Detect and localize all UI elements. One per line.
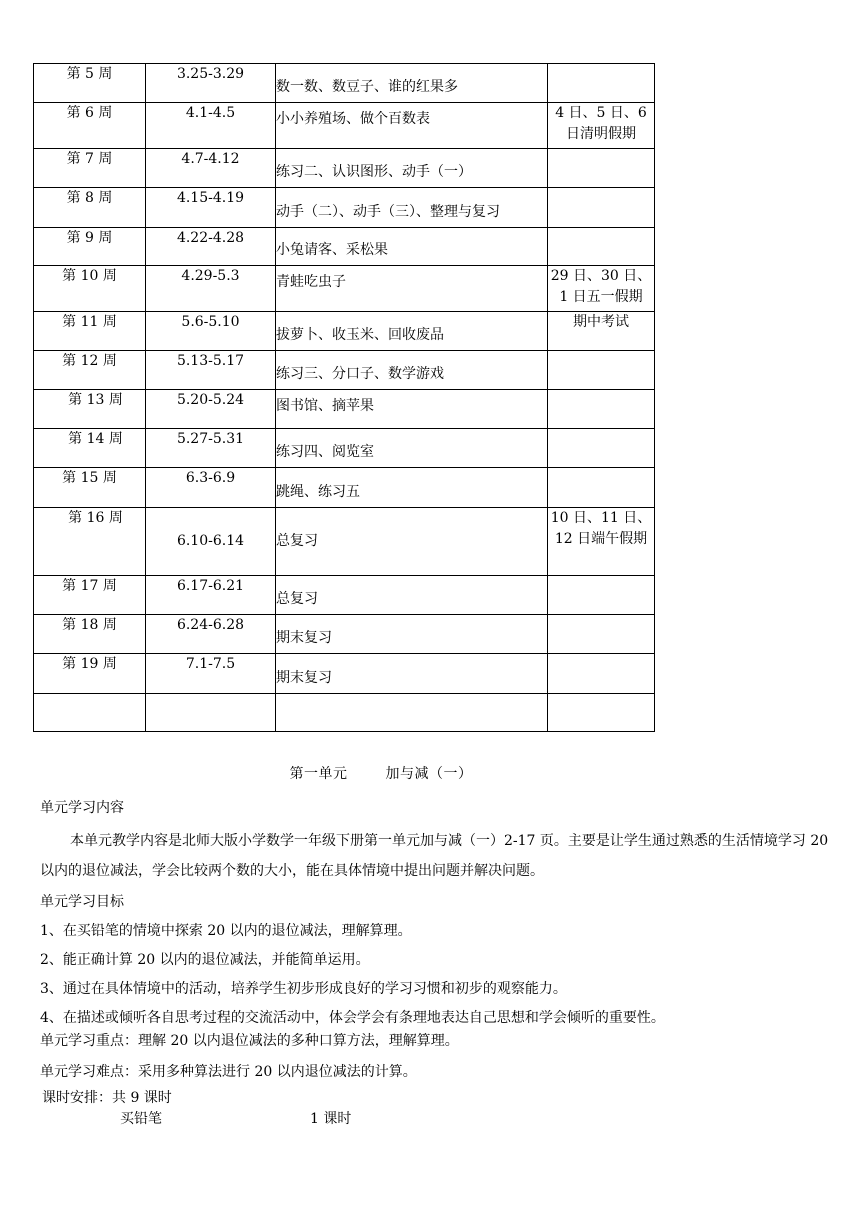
week-cell: 第 14 周 — [40, 429, 152, 468]
goal-item: 1、在买铅笔的情境中探索 20 以内的退位减法，理解算理。 — [40, 923, 412, 939]
content-cell: 总复习 — [276, 576, 548, 615]
table-row — [34, 149, 655, 188]
dates-cell: 6.24-6.28 — [146, 615, 276, 654]
note-cell — [548, 64, 655, 103]
content-cell: 练习三、分口子、数学游戏 — [276, 351, 548, 390]
goals-heading: 单元学习目标 — [40, 894, 124, 910]
unit-section — [40, 764, 840, 1128]
note-cell — [548, 228, 655, 266]
content-paragraph: 本单元教学内容是北师大版小学数学一年级下册第一单元加与减（一）2-17 页。主要是让学生通过熟悉的生活情境学习 20 以内的退位减法，学会比较两个数的大小，能在具体情境中提出问题并解决问题。 — [40, 833, 829, 879]
week-cell: 第 18 周 — [34, 615, 146, 654]
note-cell — [548, 390, 655, 429]
note-cell: 期中考试 — [548, 312, 655, 351]
note-cell — [548, 149, 655, 188]
content-cell: 练习四、阅览室 — [276, 429, 548, 468]
dates-cell: 4.29-5.3 — [146, 266, 276, 312]
week-cell: 第 13 周 — [40, 390, 152, 429]
table-row — [34, 576, 655, 615]
goal-item: 4、在描述或倾听各自思考过程的交流活动中，体会学会有条理地表达自己思想和学会倾听的重要性。 — [40, 1010, 665, 1026]
note-cell: 10 日、11 日、12 日端午假期 — [548, 508, 655, 576]
schedule-row — [40, 1108, 840, 1128]
week-cell — [34, 694, 146, 732]
content-cell: 期末复习 — [276, 615, 548, 654]
note-cell: 4 日、5 日、6 日清明假期 — [548, 103, 655, 149]
lesson-name: 买铅笔 — [120, 1111, 162, 1127]
content-cell: 拔萝卜、收玉米、回收废品 — [276, 312, 548, 351]
content-cell: 跳绳、练习五 — [276, 468, 548, 508]
schedule-list — [40, 1108, 840, 1128]
week-cell: 第 10 周 — [34, 266, 146, 312]
week-cell: 第 9 周 — [34, 228, 146, 266]
unit-title-name: 加与减（一） — [385, 766, 473, 782]
content-heading: 单元学习内容 — [40, 800, 124, 816]
key-point: 单元学习重点：理解 20 以内退位减法的多种口算方法，理解算理。 — [40, 1033, 459, 1049]
dates-cell — [146, 694, 276, 732]
content-cell: 青蛙吃虫子 — [276, 266, 548, 312]
content-cell: 期末复习 — [276, 654, 548, 694]
content-cell: 小小养殖场、做个百数表 — [276, 103, 548, 149]
note-cell — [548, 694, 655, 732]
note-cell: 29 日、30 日、1 日五一假期 — [548, 266, 655, 312]
dates-cell: 6.3-6.9 — [146, 468, 276, 508]
week-cell: 第 19 周 — [34, 654, 146, 694]
note-cell — [548, 188, 655, 228]
dates-cell: 5.20-5.24 — [146, 390, 276, 429]
table-row — [34, 188, 655, 228]
table-row — [34, 64, 655, 103]
table-row — [34, 266, 655, 312]
unit-title — [0, 764, 840, 784]
dates-cell: 4.22-4.28 — [146, 228, 276, 266]
lesson-hours: 1 课时 — [310, 1111, 352, 1127]
goal-item: 3、通过在具体情境中的活动，培养学生初步形成良好的学习习惯和初步的观察能力。 — [40, 981, 567, 997]
week-cell: 第 6 周 — [34, 103, 146, 149]
table-row — [34, 694, 655, 732]
table-row — [34, 103, 655, 149]
content-cell: 总复习 — [276, 508, 548, 576]
content-cell: 数一数、数豆子、谁的红果多 — [276, 64, 548, 103]
table-row — [34, 228, 655, 266]
week-cell: 第 7 周 — [34, 149, 146, 188]
difficulty: 单元学习难点：采用多种算法进行 20 以内退位减法的计算。 — [40, 1064, 417, 1080]
content-cell: 小兔请客、采松果 — [276, 228, 548, 266]
dates-cell: 5.27-5.31 — [146, 429, 276, 468]
table-row — [34, 615, 655, 654]
content-cell: 动手（二）、动手（三）、整理与复习 — [276, 188, 548, 228]
dates-cell: 6.17-6.21 — [146, 576, 276, 615]
table-row — [34, 429, 655, 468]
week-cell: 第 12 周 — [34, 351, 146, 390]
table-row — [34, 390, 655, 429]
content-cell: 图书馆、摘苹果 — [276, 390, 548, 429]
goals-list — [40, 917, 840, 1033]
dates-cell: 4.15-4.19 — [146, 188, 276, 228]
note-cell — [548, 429, 655, 468]
note-cell — [548, 615, 655, 654]
dates-cell: 6.10-6.14 — [146, 508, 276, 576]
unit-title-number: 第一单元 — [289, 766, 348, 782]
table-row — [34, 312, 655, 351]
week-cell: 第 11 周 — [34, 312, 146, 351]
dates-cell: 4.7-4.12 — [146, 149, 276, 188]
week-cell: 第 5 周 — [34, 64, 146, 103]
goal-item: 2、能正确计算 20 以内的退位减法，并能简单运用。 — [40, 952, 370, 968]
week-cell: 第 16 周 — [40, 508, 152, 576]
week-cell: 第 8 周 — [34, 188, 146, 228]
content-cell: 练习二、认识图形、动手（一） — [276, 149, 548, 188]
note-cell — [548, 654, 655, 694]
week-cell: 第 15 周 — [34, 468, 146, 508]
dates-cell: 7.1-7.5 — [146, 654, 276, 694]
dates-cell: 5.13-5.17 — [146, 351, 276, 390]
table-row — [34, 508, 655, 576]
dates-cell: 5.6-5.10 — [146, 312, 276, 351]
content-cell — [276, 694, 548, 732]
note-cell — [548, 468, 655, 508]
note-cell — [548, 576, 655, 615]
dates-cell: 3.25-3.29 — [146, 64, 276, 103]
table-row — [34, 654, 655, 694]
note-cell — [548, 351, 655, 390]
table-row — [34, 468, 655, 508]
week-cell: 第 17 周 — [34, 576, 146, 615]
schedule-heading: 课时安排：共 9 课时 — [42, 1090, 172, 1106]
teaching-schedule-table — [33, 63, 655, 732]
table-row — [34, 351, 655, 390]
dates-cell: 4.1-4.5 — [146, 103, 276, 149]
